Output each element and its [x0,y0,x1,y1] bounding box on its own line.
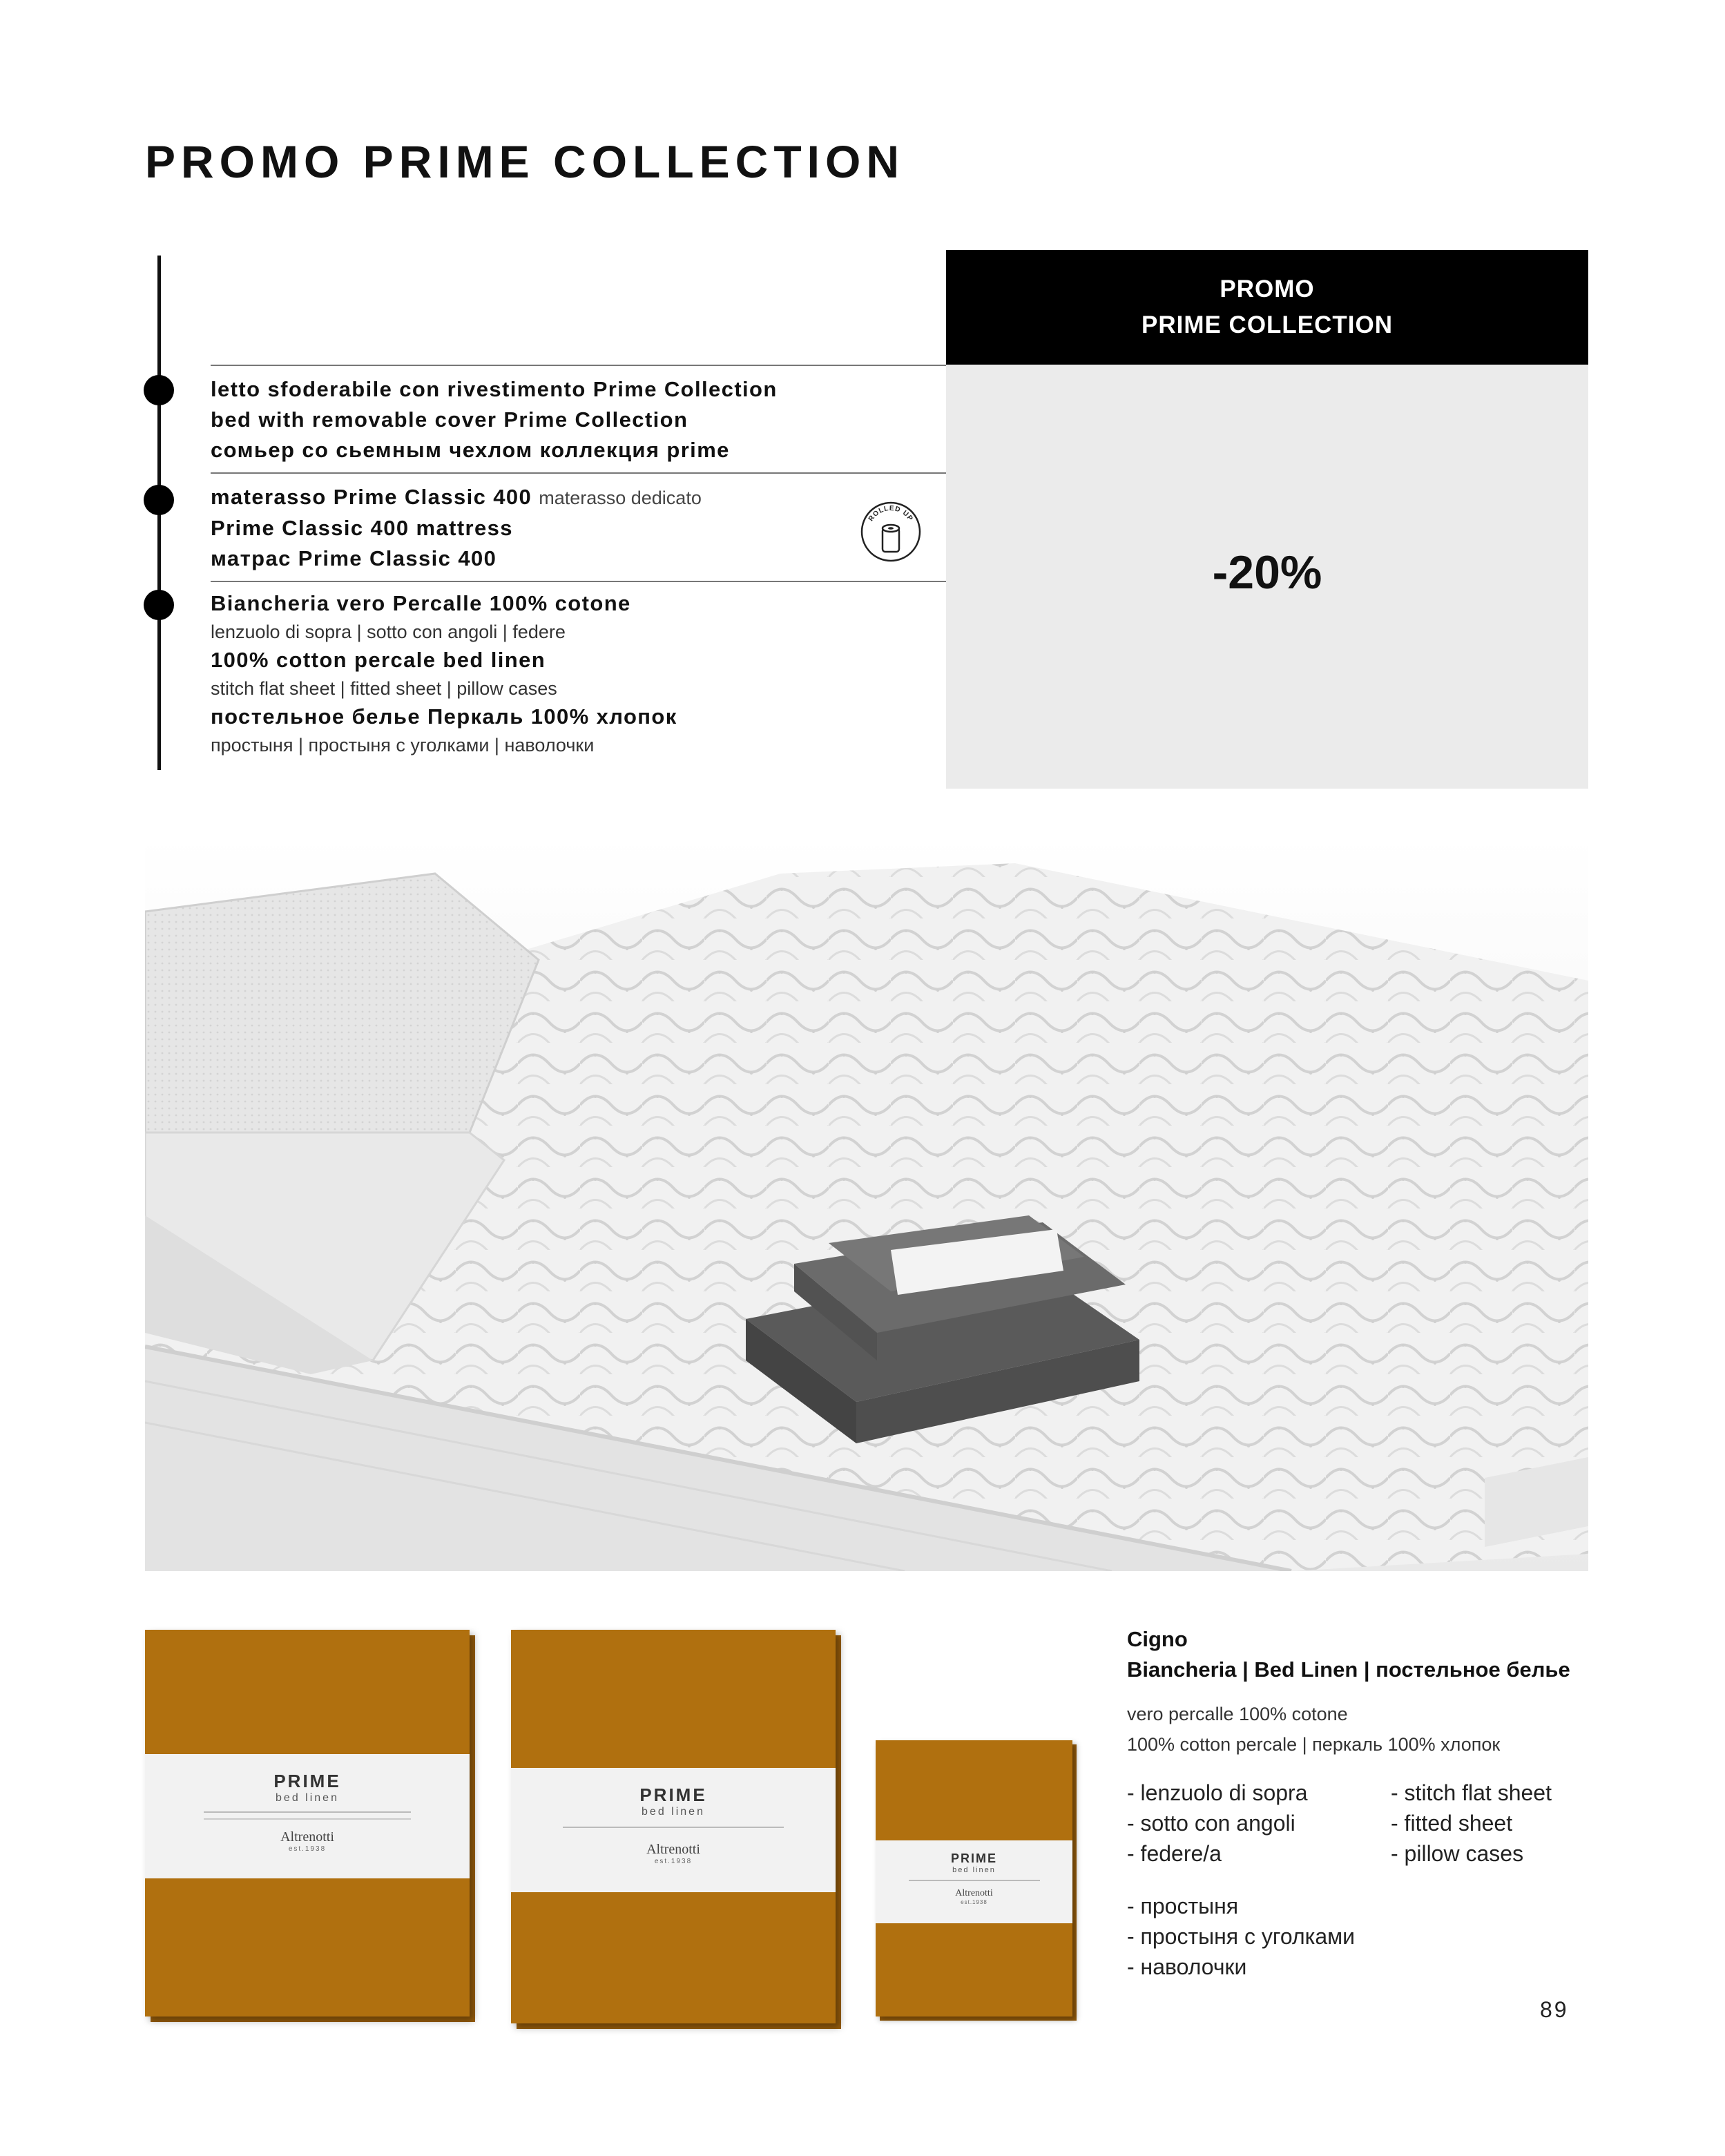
pack-subtitle: bed linen [952,1866,996,1874]
timeline-dot [144,375,174,405]
list-item: - pillow cases [1391,1841,1524,1866]
item-list-columns [1127,1778,1597,1871]
feature-bed-en: bed with removable cover Prime Collection [211,407,688,432]
list-item: - fitted sheet [1391,1811,1513,1836]
feature-linen-ru-sub: простыня | простыня с уголками | наволочки [211,735,595,755]
feature-linen [211,588,946,758]
feature-mattress-ru: матрас Prime Classic 400 [211,546,497,570]
list-item: - lenzuolo di sopra [1127,1780,1308,1805]
pack-maker: Altrenotti [280,1829,334,1845]
list-item: - наволочки [1127,1954,1247,1979]
pack-brand: PRIME [273,1771,341,1791]
feature-bed-ru: сомьер со сьемным чехлом коллекция prime [211,438,730,462]
linen-packs-image [138,1616,1091,2030]
pack-maker: Altrenotti [646,1842,700,1857]
feature-bed-it: letto sfoderabile con rivestimento Prime Collection [211,377,778,401]
page-number: 89 [1540,1997,1569,2022]
promo-discount: -20% [1212,546,1322,599]
hero-image [145,836,1588,1571]
items-ru-list [1127,1891,1597,1982]
product-category: Biancheria | Bed Linen | постельное белье [1127,1657,1570,1682]
product-name: Cigno [1127,1627,1188,1651]
items-it-list [1127,1778,1307,1869]
feature-linen-it-sub: lenzuolo di sopra | sotto con angoli | federe [211,622,566,642]
pack-maker: Altrenotti [955,1888,993,1898]
feature-linen-en-sub: stitch flat sheet | fitted sheet | pillow cases [211,678,557,699]
list-item: - простыня [1127,1894,1239,1918]
feature-mattress-en: Prime Classic 400 mattress [211,516,513,540]
timeline-dot [144,590,174,620]
feature-linen-it: Biancheria vero Percalle 100% cotone [211,591,631,615]
items-en-list [1391,1778,1552,1869]
page-title: PROMO PRIME COLLECTION [145,136,905,187]
promo-header-line2: PRIME COLLECTION [1141,311,1394,338]
feature-mattress-note: materasso dedicato [539,488,702,508]
linen-pack [145,1630,470,2017]
feature-mattress-it: materasso Prime Classic 400 [211,485,532,509]
pack-subtitle: bed linen [276,1792,339,1804]
rolled-up-label: ROLLED UP [867,504,915,523]
rolled-up-icon [860,501,922,563]
feature-linen-en: 100% cotton percale bed linen [211,648,546,672]
pack-brand: PRIME [950,1851,997,1865]
list-item: - stitch flat sheet [1391,1780,1552,1805]
row-divider [211,581,946,582]
pack-brand: PRIME [639,1784,707,1805]
list-item: - federe/a [1127,1841,1222,1866]
linen-pack [511,1630,836,2023]
promo-header [946,250,1588,365]
product-info [1127,1624,1597,1982]
linen-pack [876,1740,1072,2017]
pack-est: est.1938 [288,1845,327,1853]
pack-est: est.1938 [654,1858,693,1865]
feature-mattress-it-line [211,482,946,513]
row-divider [211,365,946,366]
row-divider [211,472,946,474]
promo-header-line1: PROMO [1220,276,1315,302]
product-desc-1: vero percalle 100% cotone [1127,1704,1348,1724]
pack-est: est.1938 [961,1899,987,1905]
feature-mattress [211,482,946,574]
timeline-dot [144,485,174,515]
list-item: - sotto con angoli [1127,1811,1295,1836]
feature-linen-ru: постельное белье Перкаль 100% хлопок [211,704,677,729]
feature-bed [211,374,946,465]
product-desc-2: 100% cotton percale | перкаль 100% хлопок [1127,1734,1501,1755]
pack-subtitle: bed linen [642,1806,705,1818]
list-item: - простыня с уголками [1127,1924,1356,1949]
